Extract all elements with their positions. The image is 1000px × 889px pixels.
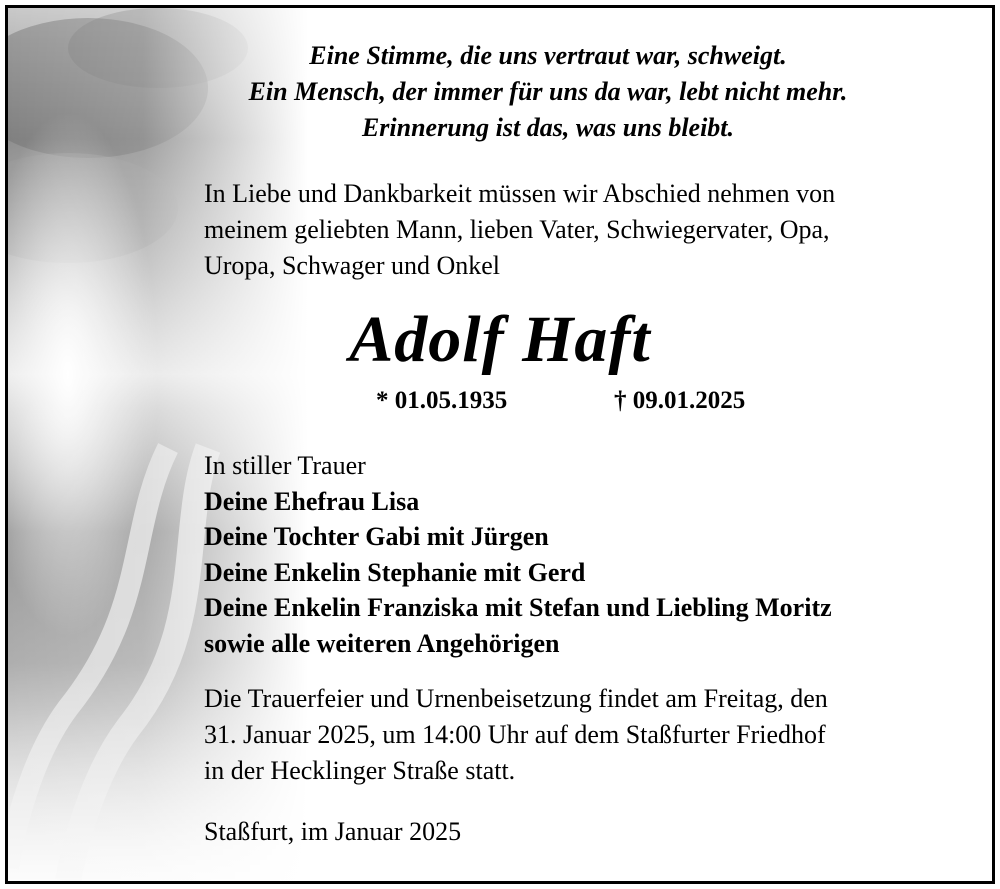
birth-date: * 01.05.1935 bbox=[376, 387, 508, 414]
intro-line: meinem geliebten Mann, lieben Vater, Schwiegervater, Opa, bbox=[204, 215, 830, 244]
funeral-line: in der Hecklinger Straße statt. bbox=[204, 756, 516, 785]
mourners-heading: In stiller Trauer bbox=[204, 451, 366, 480]
motto-line: Eine Stimme, die uns vertraut war, schweigt. bbox=[309, 41, 787, 70]
mourner-line: sowie alle weiteren Angehörigen bbox=[204, 628, 560, 658]
motto-line: Erinnerung ist das, was uns bleibt. bbox=[361, 113, 735, 142]
mourner-line: Deine Enkelin Stephanie mit Gerd bbox=[204, 557, 586, 587]
mourner-line: Deine Ehefrau Lisa bbox=[204, 486, 420, 516]
mourners-list bbox=[204, 448, 984, 661]
obituary-frame bbox=[5, 5, 995, 884]
motto-line: Ein Mensch, der immer für uns da war, lebt nicht mehr. bbox=[248, 77, 848, 106]
intro-line: In Liebe und Dankbarkeit müssen wir Abschied nehmen von bbox=[204, 179, 836, 208]
deceased-name: Adolf Haft bbox=[349, 303, 651, 376]
mourner-line: Deine Tochter Gabi mit Jürgen bbox=[204, 522, 549, 551]
intro-line: Uropa, Schwager und Onkel bbox=[204, 251, 501, 280]
motto-verse bbox=[158, 38, 938, 146]
mourner-line: Deine Enkelin Franziska mit Stefan und Liebling Moritz bbox=[204, 593, 832, 622]
obituary-content bbox=[8, 8, 992, 881]
intro-text bbox=[204, 176, 974, 284]
funeral-notice bbox=[204, 681, 984, 789]
place-and-date: Staßfurt, im Januar 2025 bbox=[204, 817, 462, 846]
death-date: † 09.01.2025 bbox=[614, 387, 746, 414]
funeral-line: 31. Januar 2025, um 14:00 Uhr auf dem Staßfurter Friedhof bbox=[204, 720, 826, 749]
funeral-line: Die Trauerfeier und Urnenbeisetzung findet am Freitag, den bbox=[204, 684, 828, 713]
